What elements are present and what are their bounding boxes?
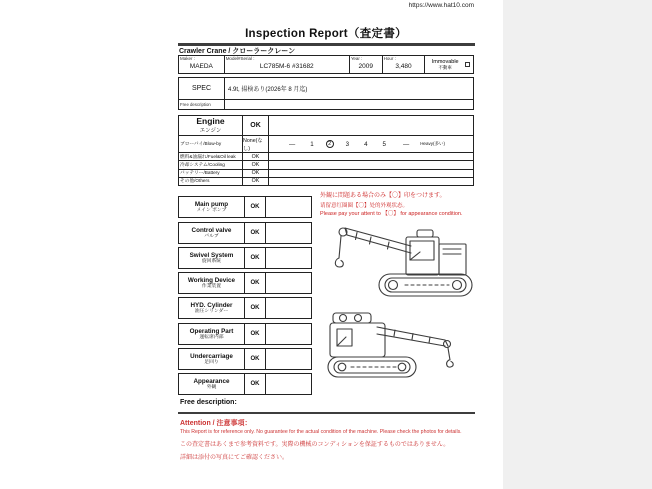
scale-dash-right: — bbox=[403, 140, 410, 148]
crane-drawing-view-1 bbox=[327, 216, 477, 301]
spec-label: SPEC bbox=[179, 78, 225, 99]
year-label: Year : bbox=[350, 56, 363, 61]
machine-info-table bbox=[178, 55, 474, 74]
engine-status: OK bbox=[243, 116, 269, 135]
component-box-control-valve: Control valve バルブ OK bbox=[178, 222, 312, 244]
engine-row-cooling: 冷却システム/Cooling OK bbox=[179, 161, 473, 169]
status-badge: OK bbox=[245, 349, 266, 369]
spec-table bbox=[178, 77, 474, 110]
hour-label: Hour : bbox=[383, 56, 396, 61]
blowby-scale bbox=[269, 136, 473, 152]
attention-line-jp2: 詳細は添付の写真にてご確認ください。 bbox=[180, 455, 289, 461]
page-title: Inspection Report（査定書） bbox=[245, 28, 407, 40]
model-serial-cell bbox=[225, 56, 350, 73]
engine-row-battery: バッテリー/Battery OK bbox=[179, 170, 473, 178]
engine-title: Engine エンジン bbox=[179, 116, 243, 135]
year-value: 2009 bbox=[358, 62, 373, 70]
scale-3: 3 bbox=[345, 140, 350, 148]
component-box-operating-part: Operating Part 運転席内部 OK bbox=[178, 323, 312, 345]
blowby-heavy-label: Heavy(多い) bbox=[420, 141, 445, 146]
blowby-row bbox=[179, 136, 473, 153]
engine-check-table bbox=[178, 115, 474, 186]
maker-value: MAEDA bbox=[189, 62, 213, 70]
spec-value: 4.9t, 揚検あり(2026年 8 月迄) bbox=[228, 87, 308, 93]
machine-type-heading: Crawler Crane / クローラークレーン bbox=[179, 48, 296, 55]
attention-line-en: This Report is for reference only. No guarantee for the actual condition of the machine. Please check the photos for details. bbox=[180, 429, 462, 435]
attention-text bbox=[180, 429, 480, 461]
scale-4: 4 bbox=[364, 140, 368, 148]
engine-header-row bbox=[179, 116, 473, 136]
status-badge: OK bbox=[245, 374, 266, 394]
blowby-label: ブローバイ/Blow-by bbox=[179, 136, 243, 152]
scale-1: 1 bbox=[310, 140, 314, 148]
engine-header-spacer bbox=[269, 116, 473, 135]
component-box-undercarriage: Undercarriage 足回り OK bbox=[178, 348, 312, 370]
status-badge: OK bbox=[245, 324, 266, 344]
engine-row-fuel-oil-leak: 燃料&油漏れ/Fuel&Oil leak OK bbox=[179, 153, 473, 161]
status-badge: OK bbox=[245, 273, 266, 293]
spec-row bbox=[179, 78, 473, 100]
spec-free-description-row bbox=[179, 100, 473, 109]
component-box-swivel-system: Swivel System 旋回系統 OK bbox=[178, 247, 312, 269]
maker-cell bbox=[179, 56, 225, 73]
status-badge: OK bbox=[245, 197, 266, 217]
component-box-main-pump: Main pump メイン ポンプ OK bbox=[178, 196, 312, 218]
immovable-label: Immovable 不動車 bbox=[431, 58, 459, 71]
hour-cell bbox=[383, 56, 426, 73]
immovable-cell bbox=[425, 56, 473, 73]
appearance-note-en: Please pay your attent to 【〇】 for appearance condition. bbox=[320, 211, 463, 218]
status-badge: OK bbox=[245, 298, 266, 318]
maker-label: Maker : bbox=[180, 56, 196, 61]
status-badge: OK bbox=[245, 248, 266, 268]
engine-row-others: その他/Others OK bbox=[179, 178, 473, 185]
free-description-heading: Free description: bbox=[180, 399, 237, 406]
model-serial-label: Model#Serial : bbox=[225, 56, 255, 61]
component-box-hyd-cylinder: HYD. Cylinder 油圧シリンダー OK bbox=[178, 297, 312, 319]
immovable-checkbox bbox=[465, 62, 470, 67]
appearance-note-cn: 请留意红圈圈【〇】处的外观状态。 bbox=[320, 202, 409, 209]
appearance-note-jp: 外観に問題ある場合のみ【〇】印をつけます。 bbox=[320, 193, 446, 199]
scale-2-selected-circle: 2 bbox=[326, 140, 334, 148]
crane-drawing-view-2 bbox=[325, 303, 470, 395]
footer-divider bbox=[178, 412, 475, 414]
attention-line-jp1: この査定書はあくまで参考資料です。実際の機械のコンディションを保証するものではありません。 bbox=[180, 442, 450, 448]
blowby-none-label: None(なし) bbox=[243, 136, 269, 152]
spec-free-description-label: Free description bbox=[179, 100, 225, 109]
component-box-working-device: Working Device 作業装置 OK bbox=[178, 272, 312, 294]
hour-value: 3,480 bbox=[395, 62, 412, 70]
spec-free-description-value bbox=[225, 100, 473, 109]
model-serial-value: LC785M-6 #31682 bbox=[259, 62, 314, 70]
scale-dash-left: — bbox=[289, 140, 296, 148]
source-url: https://www.hat10.com bbox=[408, 2, 474, 9]
component-box-appearance: Appearance 外観 OK bbox=[178, 373, 312, 395]
scale-5: 5 bbox=[382, 140, 386, 148]
attention-heading: Attention / 注意事項： bbox=[180, 420, 252, 427]
year-cell bbox=[350, 56, 383, 73]
status-badge: OK bbox=[245, 223, 266, 243]
